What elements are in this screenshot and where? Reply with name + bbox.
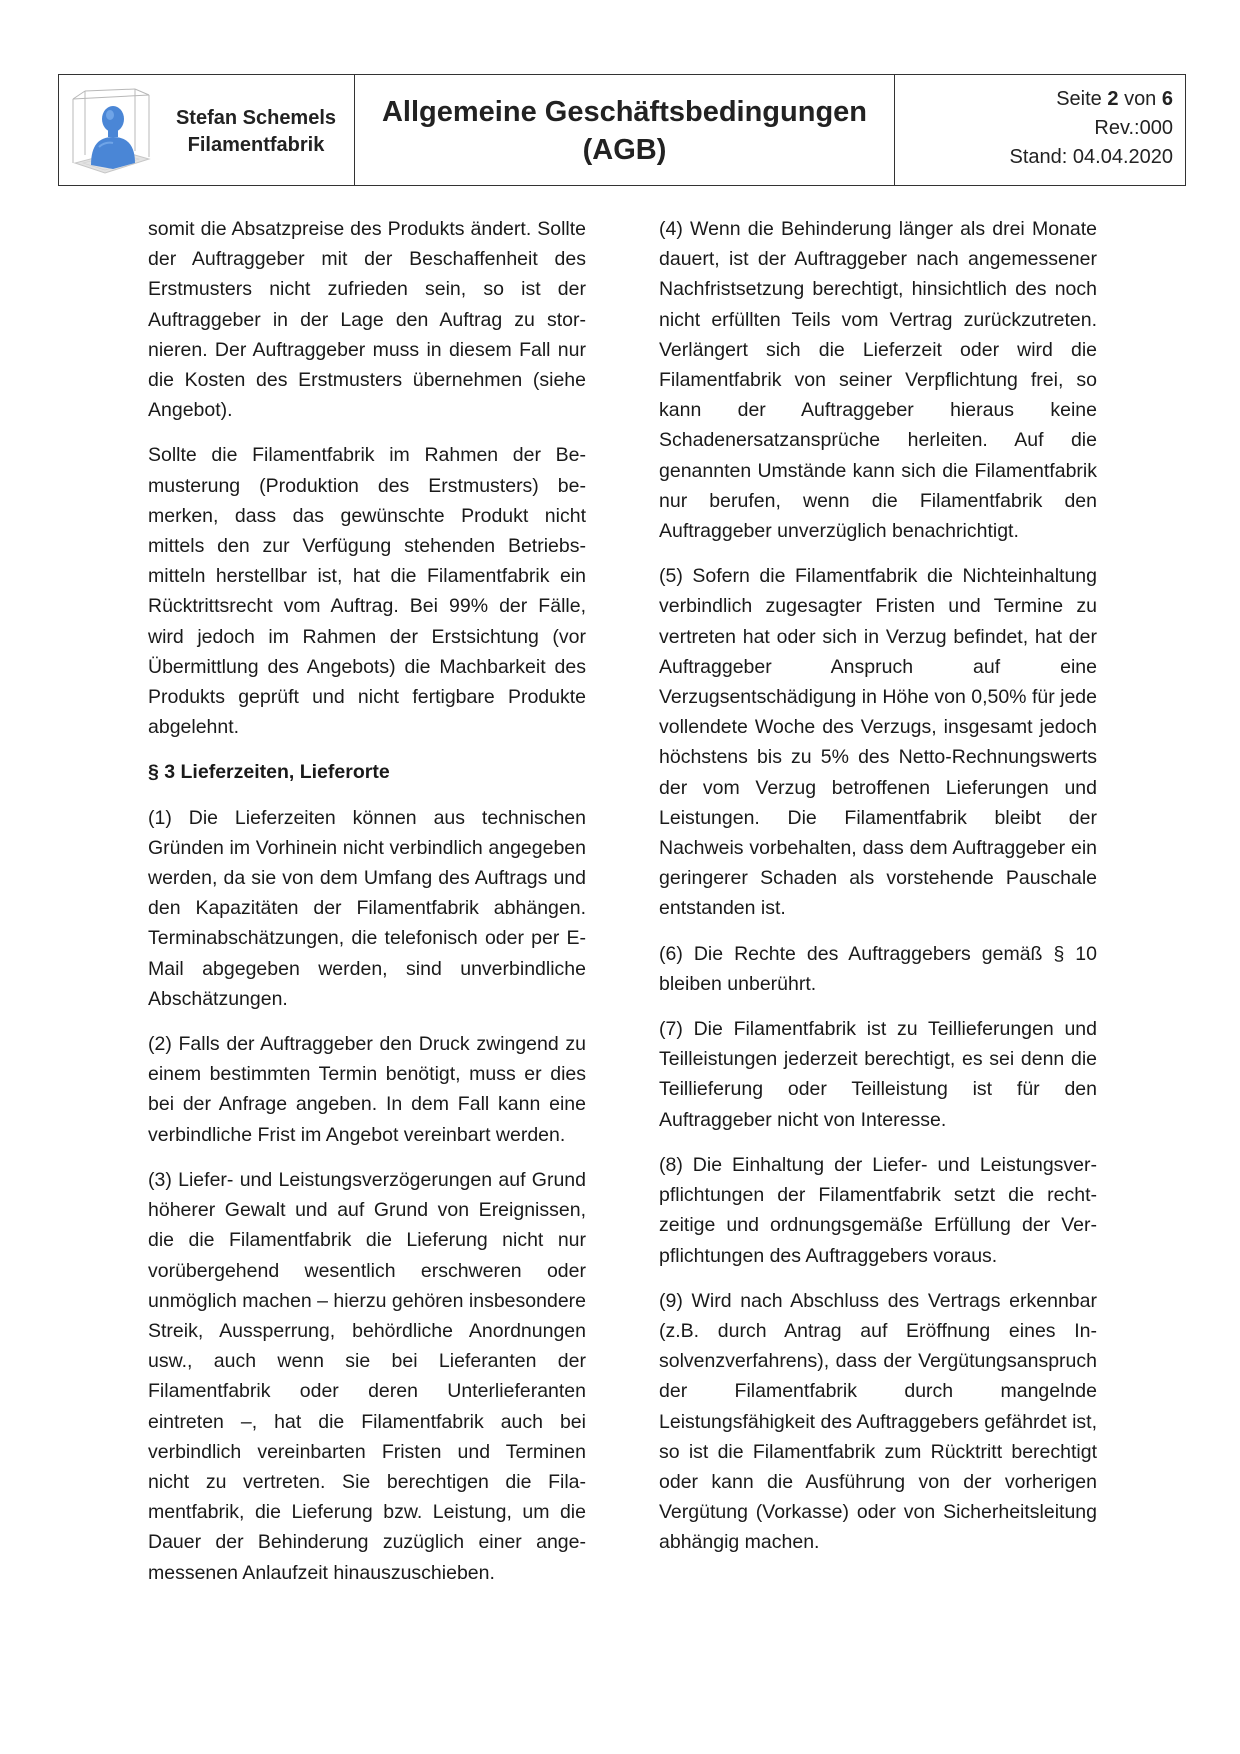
document-header (58, 74, 1186, 186)
paragraph: (4) Wenn die Behinderung länger als drei Monate dauert, ist der Auftraggeber nach angemessener Nachfristsetzung berechtigt, hinsichtlich des noch nicht erfüllten Teils vom Vertrag zurückzutreten. Verlängert sich die Lieferzeit oder wird die Filamentfabrik von seiner Verpflichtung frei, so kann der Auftraggeber hieraus keine Schadenersatzansprüche herleiten. Auf die genannten Umstände kann sich die Filamentfabrik nur berufen, wenn die Filamentfabrik den Auftraggeber unverzüglich benachrichtigt. (659, 218, 1097, 543)
document-title (354, 75, 894, 185)
company-name-line2: Filamentfabrik (187, 134, 325, 156)
document-date: Stand: 04.04.2020 (1009, 146, 1173, 168)
left-column (148, 214, 586, 1603)
paragraph: (5) Sofern die Filamentfabrik die Nichteinhaltung verbindlich zugesagter Fristen und Termine zu vertreten hat oder sich in Verzug befindet, hat der Auftraggeber Anspruch auf eine Verzugsentschädigung in Höhe von 0,50% für jede vollendete Woche des Verzugs, insgesamt jedoch höchstens bis zu 5% des Netto-Rechnungswerts der vom Verzug betroffenen Lieferungen und Leistungen. Die Filamentfabrik bleibt der Nachweis vorbehalten, dass dem Auftraggeber ein geringerer Schaden als vorstehende Pauschale entstanden ist. (659, 565, 1097, 920)
paragraph: (8) Die Einhaltung der Liefer- und Leistungsverpflichtungen der Filamentfabrik setzt die rechtzeitige und ordnungsgemäße Erfüllung der Verpflichtungen des Auftraggebers voraus. (659, 1153, 1097, 1267)
page-indicator (895, 85, 1173, 114)
right-column (659, 214, 1097, 1573)
paragraph: (1) Die Lieferzeiten können aus technischen Gründen im Vorhinein nicht verbindlich angegeben werden, da sie von dem Umfang des Auftrags und den Kapazitäten der Filamentfabrik abhängen. Terminabschätzungen, die telefonisch oder per E-Mail abgegeben werden, sind unverbindliche Abschätzungen. (148, 806, 586, 1010)
3d-printed-bust-logo-icon (65, 85, 157, 177)
paragraph: (2) Falls der Auftraggeber den Druck zwingend zu einem bestimmten Termin benötigt, muss er dies bei der Anfrage angeben. In dem Fall kann eine verbindliche Frist im Angebot vereinbart werden. (148, 1033, 586, 1146)
document-meta (894, 75, 1185, 185)
document-title-line2: (AGB) (582, 134, 667, 166)
paragraph: somit die Absatzpreise des Produkts ändert. Sollte der Auftraggeber mit der Beschaffenheit des Erstmusters nicht zufrieden sein, so ist der Auftraggeber in der Lage den Auftrag zu stornieren. Der Auftraggeber muss in diesem Fall nur die Kosten des Erstmusters übernehmen (siehe Angebot). (148, 218, 586, 422)
paragraph: (7) Die Filamentfabrik ist zu Teillieferungen und Teilleistungen jederzeit berechtigt, es sei denn die Teillieferung oder Teilleistung ist für den Auftraggeber nicht von Interesse. (659, 1018, 1097, 1131)
section-heading: § 3 Lieferzeiten, Lieferorte (148, 761, 390, 784)
page-separator: von (1124, 88, 1157, 110)
page-prefix: Seite (1056, 88, 1102, 110)
document-title-line1: Allgemeine Geschäftsbedingungen (381, 96, 868, 128)
revision: Rev.:000 (1094, 117, 1173, 139)
page-total: 6 (1161, 88, 1173, 110)
paragraph: (9) Wird nach Abschluss des Vertrags erkennbar (z.B. durch Antrag auf Eröffnung eines Insolvenzverfahrens), dass der Vergütungsanspruch der Filamentfabrik durch mangelnde Leistungsfähigkeit des Auftraggebers gefährdet ist, so ist die Filamentfabrik zum Rücktritt berechtigt oder kann die Ausführung von der vorherigen Vergütung (Vorkasse) oder von Sicherheitsleitung abhängig machen. (659, 1289, 1097, 1554)
company-name (163, 105, 349, 159)
page-current: 2 (1107, 88, 1119, 110)
company-name-line1: Stefan Schemels (175, 107, 337, 129)
paragraph: (3) Liefer- und Leistungsverzögerungen auf Grund höherer Gewalt und auf Grund von Ereignissen, die die Filamentfabrik die Lieferung nicht nur vorübergehend wesentlich erschweren oder unmöglich machen – hierzu gehören insbesondere Streik, Aussperrung, behördliche Anordnungen usw., auch wenn sie bei Lieferanten der Filamentfabrik oder deren Unterlieferanten eintreten –, hat die Filamentfabrik auch bei verbindlich vereinbarten Fristen und Terminen nicht zu vertreten. Sie berechtigen die Filamentfabrik, die Lieferung bzw. Leistung, um die Dauer der Behinderung zuzüglich einer angemessenen Anlaufzeit hinauszuschieben. (148, 1168, 586, 1584)
paragraph: (6) Die Rechte des Auftraggebers gemäß § 10 bleiben unberührt. (659, 942, 1097, 995)
paragraph: Sollte die Filamentfabrik im Rahmen der Bemusterung (Produktion des Erstmusters) bemerken, dass das gewünschte Produkt nicht mittels den zur Verfügung stehenden Betriebsmitteln herstellbar ist, hat die Filamentfabrik ein Rücktrittsrecht vom Auftrag. Bei 99% der Fälle, wird jedoch im Rahmen der Erstsichtung (vor Übermittlung des Angebots) die Machbarkeit des Produkts geprüft und nicht fertigbare Produkte abgelehnt. (148, 444, 586, 739)
logo-cell (59, 75, 354, 185)
